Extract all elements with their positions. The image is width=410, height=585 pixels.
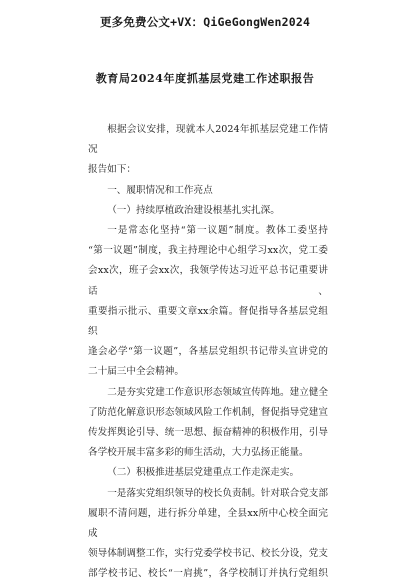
paragraph-line: 二十届三中全会精神。 [88, 366, 184, 378]
subsection-heading: （二）积极推进基层党建重点工作走深走实。 [107, 467, 300, 479]
document-body [88, 120, 328, 585]
paragraph-line: 了防范化解意识形态领域风险工作机制，督促指导党建宣 [88, 406, 328, 418]
intro-line: 根据会议安排，现就本人2024年抓基层党建工作情况 [88, 124, 328, 156]
paragraph-line: “第一议题”制度，我主持理论中心组学习xx次，党工委 [88, 245, 328, 257]
paragraph-line: 履职不清问题，进行拆分单建，全县xx所中心校全面完成 [88, 507, 328, 540]
paragraph-line: 重要指示批示、重要文章xx余篇。督促指导各基层党组织 [88, 305, 328, 338]
paragraph-line: 各学校开展丰富多彩的师生活动，大力弘扬正能量。 [88, 447, 309, 459]
paragraph-line: 会xx次，班子会xx次，我领学传达习近平总书记重要讲话、 [88, 265, 328, 297]
paragraph-line: 部学校书记、校长“一肩挑”，各学校制订并执行党组织 [88, 568, 328, 580]
paragraph-line: 领导体制调整工作，实行党委学校书记、校长分设，党支 [88, 548, 328, 560]
paragraph-line: 一是落实党组织领导的校长负责制。针对联合党支部 [107, 487, 328, 499]
intro-line: 报告如下： [88, 164, 136, 176]
section-heading: 一、履职情况和工作亮点 [107, 184, 213, 196]
paragraph-line: 传发挥舆论引导、统一思想、振奋精神的积极作用，引导 [88, 427, 328, 439]
paragraph-line: 逢会必学“第一议题”，各基层党组织书记带头宣讲党的 [88, 346, 328, 358]
promo-banner: 更多免费公文+VX：QiGeGongWen2024 [99, 15, 311, 29]
subsection-heading: （一）持续厚植政治建设根基扎实扎深。 [107, 204, 280, 216]
paragraph-line: 一是常态化坚持“第一议题”制度。教体工委坚持 [107, 225, 328, 237]
document-title: 教育局2024年度抓基层党建工作述职报告 [95, 72, 315, 85]
paragraph-line: 二是夯实党建工作意识形态领域宣传阵地。建立健全 [107, 386, 328, 398]
